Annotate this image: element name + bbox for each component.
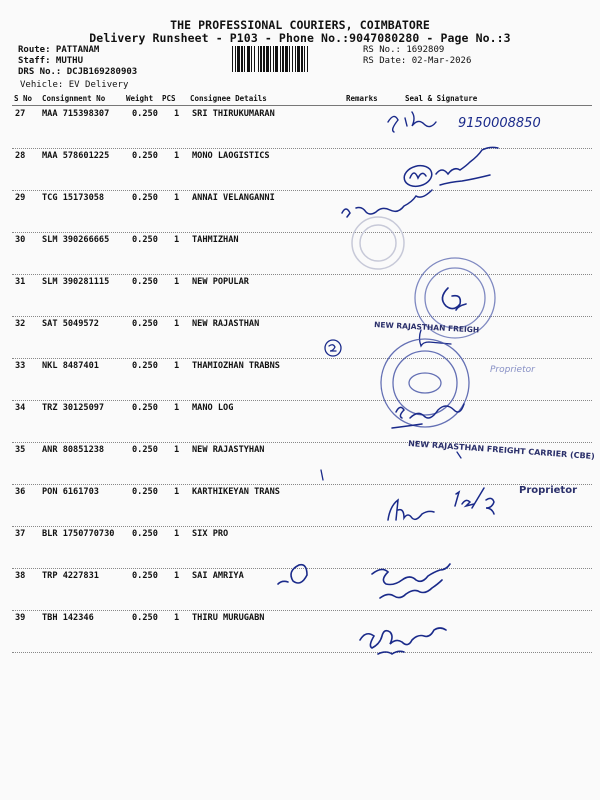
- row-weight: 0.250: [132, 403, 158, 413]
- col-remarks: Remarks: [346, 94, 378, 103]
- row-sno: 35: [15, 445, 26, 455]
- col-sno: S No: [14, 94, 33, 103]
- table-row: [12, 400, 592, 443]
- col-consignment: Consignment No: [42, 94, 106, 103]
- row-sno: 28: [15, 151, 26, 161]
- row-sno: 31: [15, 277, 26, 287]
- row-consignment: MAA 578601225: [42, 151, 110, 161]
- row-consignment: BLR 1750770730: [42, 529, 115, 539]
- row-pcs: 1: [174, 235, 180, 245]
- staff-label: Staff: MUTHU: [18, 56, 84, 66]
- row-sno: 32: [15, 319, 26, 329]
- row-consignee: THAMIOZHAN TRABNS: [192, 361, 280, 371]
- row-sno: 27: [15, 109, 26, 119]
- row-pcs: 1: [174, 361, 180, 371]
- row-pcs: 1: [174, 193, 180, 203]
- row-consignee: THIRU MURUGABN: [192, 613, 265, 623]
- row-consignment: PON 6161703: [42, 487, 99, 497]
- row-weight: 0.250: [132, 235, 158, 245]
- row-weight: 0.250: [132, 445, 158, 455]
- row-sno: 38: [15, 571, 26, 581]
- table-row: [12, 442, 592, 485]
- col-pcs: PCS: [162, 94, 176, 103]
- row-pcs: 1: [174, 529, 180, 539]
- row-sno: 34: [15, 403, 26, 413]
- row-consignment: TRP 4227831: [42, 571, 99, 581]
- row-pcs: 1: [174, 613, 180, 623]
- table-row: [12, 484, 592, 527]
- company-title: THE PROFESSIONAL COURIERS, COIMBATORE: [170, 18, 430, 32]
- row-weight: 0.250: [132, 613, 158, 623]
- row-pcs: 1: [174, 277, 180, 287]
- runsheet-info-left: [18, 45, 137, 78]
- table-row: [12, 610, 592, 653]
- row-consignment: TCG 15173058: [42, 193, 105, 203]
- row-weight: 0.250: [132, 571, 158, 581]
- row-weight: 0.250: [132, 109, 158, 119]
- rs-number: RS No.: 1692809: [363, 45, 445, 55]
- row-consignee: TAHMIZHAN: [192, 235, 239, 245]
- rs-date: RS Date: 02-Mar-2026: [363, 56, 472, 66]
- row-pcs: 1: [174, 109, 180, 119]
- row-pcs: 1: [174, 319, 180, 329]
- table-header: [12, 94, 592, 106]
- row-consignee: KARTHIKEYAN TRANS: [192, 487, 280, 497]
- row-consignment: ANR 80851238: [42, 445, 105, 455]
- table-row: [12, 232, 592, 275]
- table-row: [12, 274, 592, 317]
- row-pcs: 1: [174, 403, 180, 413]
- stamp-text-rajasthan-freight-carrier: NEW RAJASTHAN FREIGHT CARRIER (CBE): [407, 439, 596, 462]
- barcode-image: [232, 46, 360, 72]
- stamp-proprietor-faint: Proprietor: [490, 365, 535, 375]
- stamp-text-rajasthan-freigh: NEW RAJASTHAN FREIGH: [373, 320, 480, 335]
- route-label: Route: PATTANAM: [18, 45, 100, 55]
- row-sno: 39: [15, 613, 26, 623]
- row-consignment: MAA 715398307: [42, 109, 110, 119]
- row-consignee: NEW RAJASTHAN: [192, 319, 260, 329]
- table-row: [12, 358, 592, 401]
- row-consignee: SIX PRO: [192, 529, 229, 539]
- row-consignee: NEW RAJASTYHAN: [192, 445, 265, 455]
- row-weight: 0.250: [132, 277, 158, 287]
- row-pcs: 1: [174, 571, 180, 581]
- row-pcs: 1: [174, 487, 180, 497]
- runsheet-subtitle: Delivery Runsheet - P103 - Phone No.:9047080280 - Page No.:3: [89, 31, 511, 45]
- row-weight: 0.250: [132, 193, 158, 203]
- row-consignment: NKL 8487401: [42, 361, 99, 371]
- row-consignment: SAT 5049572: [42, 319, 99, 329]
- row-weight: 0.250: [132, 487, 158, 497]
- row-consignment: TBH 142346: [42, 613, 94, 623]
- row-consignee: MANO LOG: [192, 403, 234, 413]
- runsheet-info-right: [363, 45, 471, 67]
- row-sno: 37: [15, 529, 26, 539]
- row-weight: 0.250: [132, 361, 158, 371]
- drs-label: DRS No.: DCJB169280903: [18, 67, 138, 77]
- handwritten-phone: 9150008850: [458, 116, 541, 131]
- row-weight: 0.250: [132, 151, 158, 161]
- col-weight: Weight: [126, 94, 154, 103]
- table-row: [12, 568, 592, 611]
- col-seal-signature: Seal & Signature: [405, 94, 478, 103]
- row-sno: 33: [15, 361, 26, 371]
- row-consignment: TRZ 30125097: [42, 403, 105, 413]
- row-consignee: SAI AMRIYA: [192, 571, 244, 581]
- col-consignee: Consignee Details: [190, 94, 267, 103]
- row-weight: 0.250: [132, 319, 158, 329]
- row-consignment: SLM 390266665: [42, 235, 110, 245]
- table-row: [12, 526, 592, 569]
- row-sno: 36: [15, 487, 26, 497]
- row-consignee: MONO LAOGISTICS: [192, 151, 270, 161]
- row-pcs: 1: [174, 151, 180, 161]
- table-row: [12, 106, 592, 149]
- vehicle-label: Vehicle: EV Delivery: [20, 80, 129, 90]
- table-row: [12, 148, 592, 191]
- row-consignment: SLM 390281115: [42, 277, 110, 287]
- row-pcs: 1: [174, 445, 180, 455]
- table-row: [12, 190, 592, 233]
- row-sno: 30: [15, 235, 26, 245]
- table-row: [12, 316, 592, 359]
- row-weight: 0.250: [132, 529, 158, 539]
- stamp-proprietor: Proprietor: [519, 485, 578, 496]
- row-sno: 29: [15, 193, 26, 203]
- row-consignee: SRI THIRUKUMARAN: [192, 109, 275, 119]
- row-consignee: ANNAI VELANGANNI: [192, 193, 275, 203]
- row-consignee: NEW POPULAR: [192, 277, 249, 287]
